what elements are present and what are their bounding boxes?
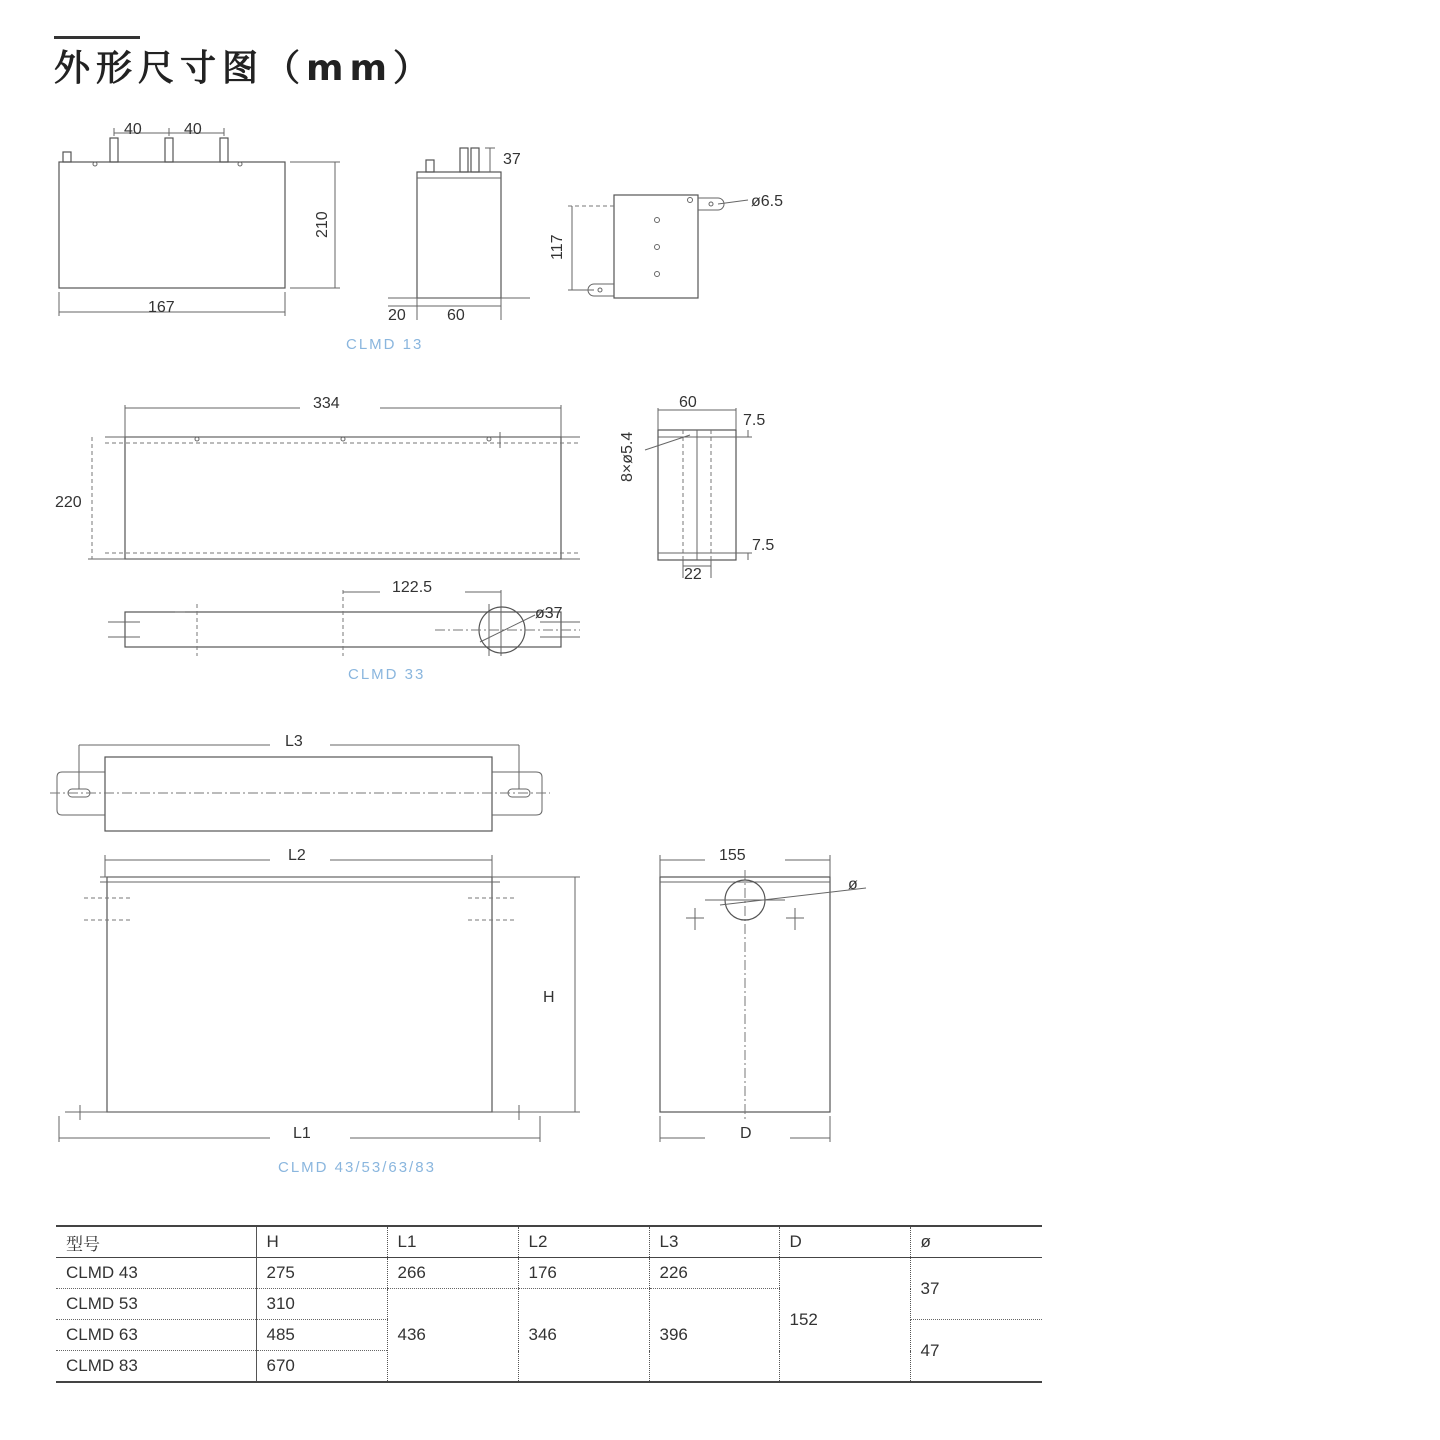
header-L3: L3 [649,1226,779,1258]
clmd33-front-view [55,395,580,559]
clmd43-side-view [660,847,866,1142]
cell-model: CLMD 63 [56,1320,256,1351]
header-phi: ø [910,1226,1042,1258]
dim-D: D [740,1125,752,1142]
dim-7-5-bottom: 7.5 [752,537,775,554]
cell-L1: 266 [387,1258,518,1289]
header-D: D [779,1226,910,1258]
dim-hole-6-5: ø6.5 [751,193,784,210]
cell-L2-merged: 346 [518,1289,649,1383]
table-row [56,1258,1042,1289]
dim-H: H [543,989,555,1006]
clmd13-back-view [549,193,783,298]
dim-L2: L2 [288,847,306,864]
clmd43-front-view [59,847,580,1142]
header-model: 型号 [66,1234,100,1254]
header-L1: L1 [387,1226,518,1258]
cell-L1-merged: 436 [387,1289,518,1383]
dim-155: 155 [719,847,746,864]
cell-phi-47: 47 [910,1320,1042,1383]
dim-40-left: 40 [124,121,142,138]
dim-37: 37 [503,151,521,168]
header-L2: L2 [518,1226,649,1258]
cell-H: 670 [256,1351,387,1383]
dim-phi: ø [848,876,858,893]
page-title: 外形尺寸图（mm） [54,48,436,89]
cell-L3-merged: 396 [649,1289,779,1383]
clmd33-side-view [619,394,774,583]
header-H: H [256,1226,387,1258]
dim-7-5-top: 7.5 [743,412,766,429]
cell-model: CLMD 43 [56,1258,256,1289]
clmd13-front-view [59,121,340,316]
dim-20: 20 [388,307,406,324]
dim-122-5: 122.5 [392,579,433,596]
cell-model: CLMD 53 [56,1289,256,1320]
cell-H: 275 [256,1258,387,1289]
dim-60: 60 [447,307,465,324]
dim-220: 220 [55,494,82,511]
cell-D-merged: 152 [779,1258,910,1383]
caption-clmd13: CLMD 13 [346,336,424,353]
dim-60-top: 60 [679,394,697,411]
clmd43-top-view [50,733,550,831]
dim-L1: L1 [293,1125,311,1142]
dim-40-right: 40 [184,121,202,138]
dim-167: 167 [148,299,175,316]
dim-L3: L3 [285,733,303,750]
cell-L2: 176 [518,1258,649,1289]
cell-H: 485 [256,1320,387,1351]
clmd33-top-view [108,579,580,656]
table-header-row [56,1226,1042,1258]
cell-L3: 226 [649,1258,779,1289]
dimension-table [56,1225,1042,1383]
dim-117: 117 [549,234,566,260]
cell-H: 310 [256,1289,387,1320]
cell-model: CLMD 83 [56,1351,256,1383]
cell-phi-37: 37 [910,1258,1042,1320]
dim-210: 210 [314,211,331,238]
dim-334: 334 [313,395,340,412]
dim-phi-37: ø37 [535,605,563,622]
dim-8-holes: 8×ø5.4 [619,431,636,482]
clmd13-side-view [388,148,530,324]
caption-clmd33: CLMD 33 [348,666,426,683]
dim-22: 22 [684,566,702,583]
caption-clmd43: CLMD 43/53/63/83 [278,1159,436,1176]
